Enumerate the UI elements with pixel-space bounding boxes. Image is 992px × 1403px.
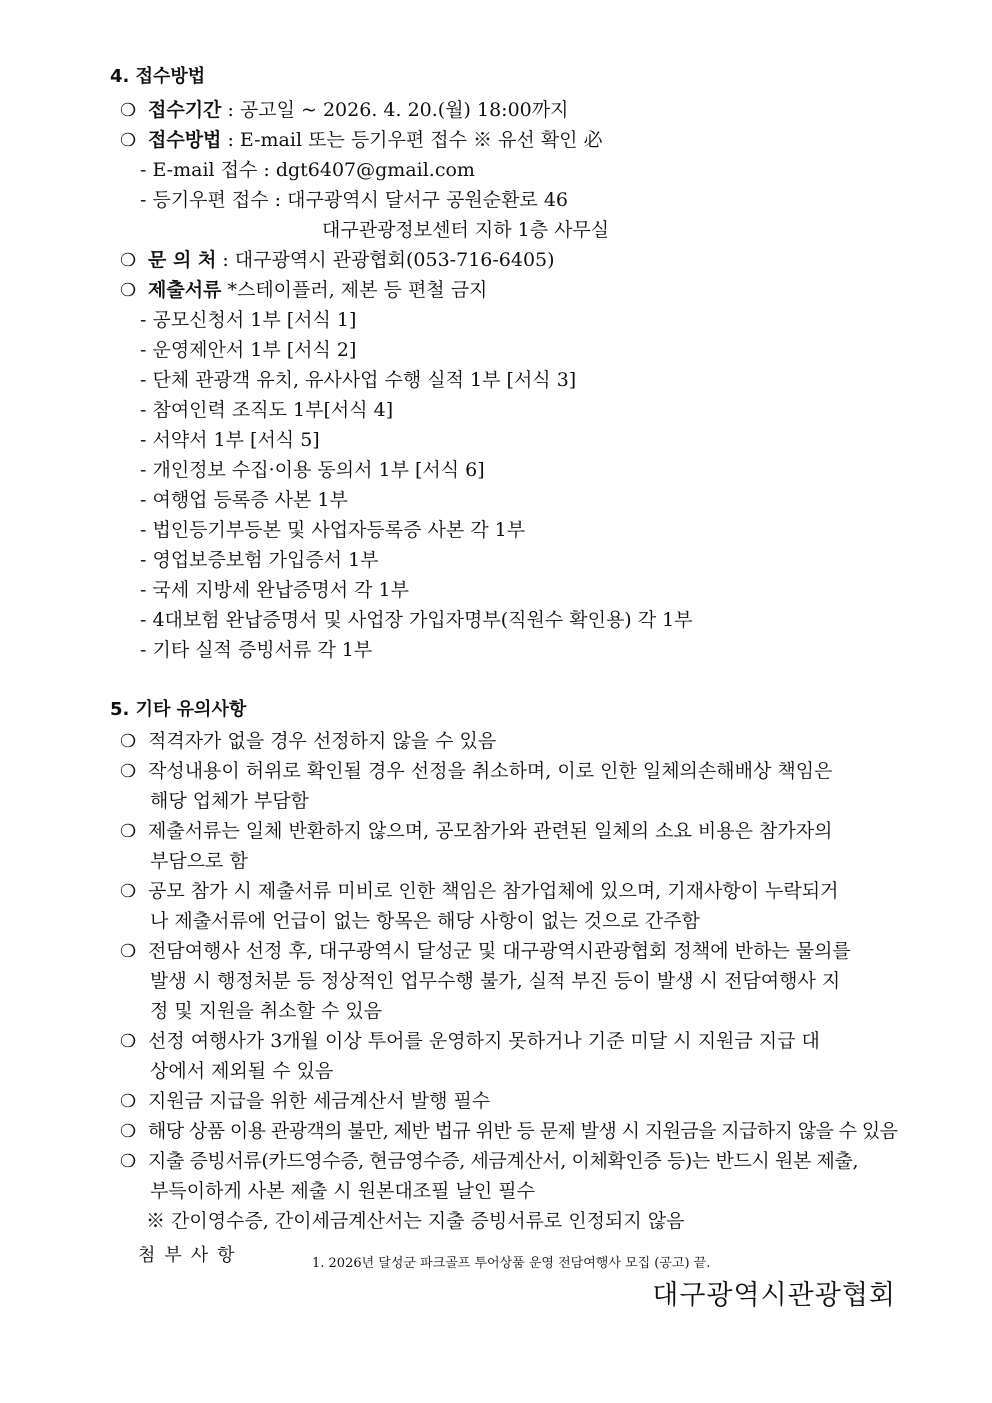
- mail-submission: - 등기우편 접수 : 대구광역시 달서구 공원순환로 46: [140, 189, 569, 211]
- document-item: - 기타 실적 증빙서류 각 1부: [140, 639, 373, 661]
- contact-label: 문 의 처: [148, 249, 217, 271]
- bullet-icon: ❍: [120, 100, 137, 121]
- attachment-label: 첨부사항: [138, 1245, 244, 1266]
- bullet-icon: ❍: [120, 250, 137, 271]
- bullet-icon: ❍: [120, 881, 137, 902]
- reception-method-value: : E-mail 또는 등기우편 접수 ※ 유선 확인 必: [221, 129, 603, 151]
- reception-period: [120, 98, 568, 123]
- document-item: - 법인등기부등본 및 사업자등록증 사본 각 1부: [140, 519, 526, 541]
- document-item: - 운영제안서 1부 [서식 2]: [140, 339, 357, 361]
- reception-method-label: 접수방법: [148, 129, 222, 151]
- bullet-icon: ❍: [120, 1151, 136, 1172]
- notice-item: ❍ 작성내용이 허위로 확인될 경우 선정을 취소하며, 이로 인한 일체의손해배상 책임은: [120, 760, 833, 782]
- notice-item: ❍ 지출 증빙서류(카드영수증, 현금영수증, 세금계산서, 이체확인증 등)는 반드시 원본 제출,: [120, 1150, 859, 1172]
- notice-item-cont: 해당 업체가 부담함: [150, 790, 309, 812]
- document-item: - 단체 관광객 유치, 유사사업 수행 실적 1부 [서식 3]: [140, 369, 577, 391]
- bullet-icon: ❍: [120, 731, 137, 752]
- document-item: - 참여인력 조직도 1부[서식 4]: [140, 399, 394, 421]
- bullet-icon: ❍: [120, 1031, 137, 1052]
- notice-item-cont: 상에서 제외될 수 있음: [150, 1060, 334, 1082]
- notice-item-cont: 부담으로 함: [150, 850, 248, 872]
- bullet-icon: ❍: [120, 821, 137, 842]
- notice-item: ❍ 해당 상품 이용 관광객의 불만, 제반 법규 위반 등 문제 발생 시 지원금을 지급하지 않을 수 있음: [120, 1120, 898, 1142]
- notice-item: ❍ 전담여행사 선정 후, 대구광역시 달성군 및 대구광역시관광협회 정책에 반하는 물의를: [120, 940, 851, 962]
- section-4-title: 4. 접수방법: [110, 66, 206, 87]
- section-5-title: 5. 기타 유의사항: [110, 699, 247, 720]
- notice-item: ❍ 선정 여행사가 3개월 이상 투어를 운영하지 못하거나 기준 미달 시 지원금 지급 대: [120, 1030, 820, 1052]
- documents-note: *스테이플러, 제본 등 편철 금지: [221, 279, 488, 301]
- receipt-note: ※ 간이영수증, 간이세금계산서는 지출 증빙서류로 인정되지 않음: [146, 1210, 685, 1232]
- bullet-icon: ❍: [120, 1091, 137, 1112]
- bullet-icon: ❍: [120, 280, 137, 301]
- reception-method: [120, 128, 603, 153]
- reception-period-label: 접수기간: [148, 99, 222, 121]
- bullet-icon: ❍: [120, 941, 137, 962]
- document-item: - 4대보험 완납증명서 및 사업장 가입자명부(직원수 확인용) 각 1부: [140, 609, 693, 631]
- reception-period-value: : 공고일 ~ 2026. 4. 20.(월) 18:00까지: [221, 99, 569, 121]
- bullet-icon: ❍: [120, 1121, 136, 1142]
- notice-item: ❍ 적격자가 없을 경우 선정하지 않을 수 있음: [120, 730, 497, 752]
- notice-item-cont: 정 및 지원을 취소할 수 있음: [150, 1000, 383, 1022]
- contact-value: : 대구광역시 관광협회(053-716-6405): [216, 249, 555, 271]
- required-documents: [120, 278, 487, 303]
- document-item: - 서약서 1부 [서식 5]: [140, 429, 320, 451]
- email-submission: - E-mail 접수 : dgt6407@gmail.com: [140, 159, 475, 181]
- document-item: - 여행업 등록증 사본 1부: [140, 489, 348, 511]
- contact-info: [120, 248, 555, 273]
- notice-item: ❍ 공모 참가 시 제출서류 미비로 인한 책임은 참가업체에 있으며, 기재사항이 누락되거: [120, 880, 839, 902]
- document-item: - 공모신청서 1부 [서식 1]: [140, 309, 357, 331]
- notice-item-cont: 발생 시 행정처분 등 정상적인 업무수행 불가, 실적 부진 등이 발생 시 전담여행사 지: [150, 970, 841, 992]
- document-item: - 개인정보 수집·이용 동의서 1부 [서식 6]: [140, 459, 485, 481]
- issuer-signature: 대구광역시관광협회: [652, 1280, 896, 1311]
- notice-item-cont: 나 제출서류에 언급이 없는 항목은 해당 사항이 없는 것으로 간주함: [150, 910, 700, 932]
- documents-label: 제출서류: [148, 279, 222, 301]
- notice-item: ❍ 지원금 지급을 위한 세금계산서 발행 필수: [120, 1090, 491, 1112]
- bullet-icon: ❍: [120, 130, 137, 151]
- attachment-text: 1. 2026년 달성군 파크골프 투어상품 운영 전담여행사 모집 (공고) 끝.: [312, 1256, 711, 1271]
- document-item: - 국세 지방세 완납증명서 각 1부: [140, 579, 409, 601]
- bullet-icon: ❍: [120, 761, 137, 782]
- document-item: - 영업보증보험 가입증서 1부: [140, 549, 379, 571]
- mail-submission-address-cont: 대구관광정보센터 지하 1층 사무실: [322, 219, 610, 241]
- notice-item-cont: 부득이하게 사본 제출 시 원본대조필 날인 필수: [150, 1180, 535, 1202]
- notice-item: ❍ 제출서류는 일체 반환하지 않으며, 공모참가와 관련된 일체의 소요 비용은 참가자의: [120, 820, 833, 842]
